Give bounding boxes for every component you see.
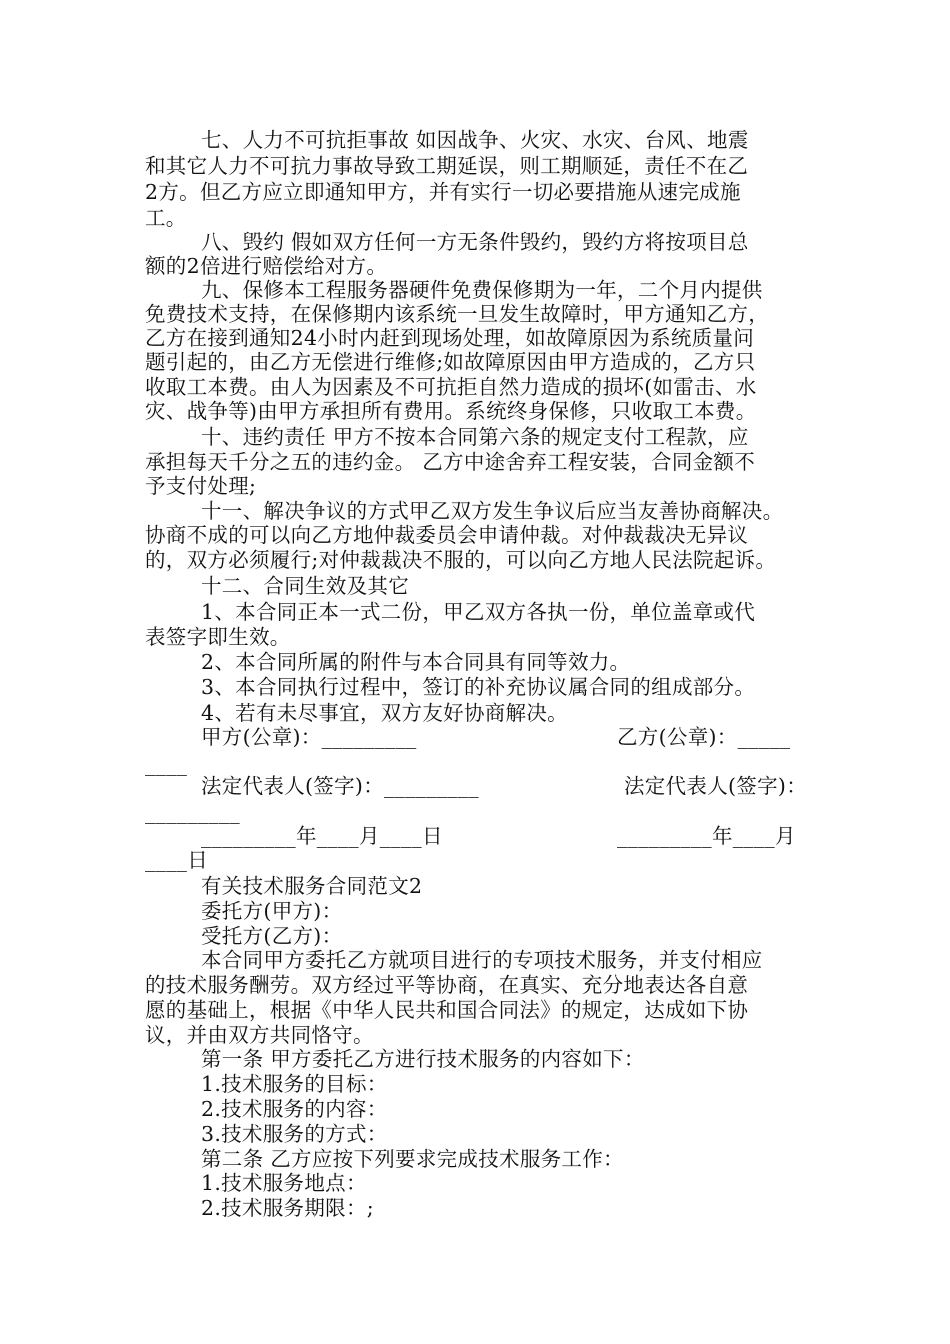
party-b-date-line: _________年____月	[617, 824, 796, 848]
article-1-item-1: 1.技术服务的目标：	[201, 1072, 388, 1096]
clause-7-line-2: 和其它人力不可抗力事故导致工期延误，则工期顺延，责任不在乙	[145, 154, 749, 178]
clause-10-line-3: 予支付处理;	[145, 474, 257, 498]
clause-9-line-1: 九、保修本工程服务器硬件免费保修期为一年，二个月内提供	[201, 278, 763, 302]
intro-line-2: 的技术服务酬劳。双方经过平等协商，在真实、充分地表达各自意	[145, 973, 749, 997]
clause-12-item-1-line-1: 1、本合同正本一式二份，甲乙双方各执一份，单位盖章或代	[201, 600, 756, 624]
party-a-date-line: _________年____月____日	[201, 824, 443, 848]
clause-12-item-2: 2、本合同所属的附件与本合同具有同等效力。	[201, 650, 631, 674]
clause-9-line-4: 题引起的，由乙方无偿进行维修;如故障原因由甲方造成的，乙方只	[145, 350, 756, 374]
clause-9-line-3: 乙方在接到通知24小时内赶到现场处理，如故障原因为系统质量问	[145, 326, 755, 350]
party-b-date-line-cont: ____日	[145, 848, 208, 872]
clause-12-item-1-line-2: 表签字即生效。	[145, 625, 291, 649]
clause-11-line-1: 十一、解决争议的方式甲乙双方发生争议后应当友善协商解决。	[201, 499, 784, 523]
clause-10-line-1: 十、违约责任 甲方不按本合同第六条的规定支付工程款，应	[201, 425, 749, 449]
clause-11-line-3: 的，双方必须履行;对仲裁裁决不服的，可以向乙方地人民法院起诉。	[145, 548, 777, 572]
clause-9-line-2: 免费技术支持，在保修期内该系统一旦发生故障时，甲方通知乙方，	[145, 302, 769, 326]
clause-8-line-1: 八、毁约 假如双方任何一方无条件毁约，毁约方将按项目总	[201, 230, 749, 254]
clause-10-line-2: 承担每天千分之五的违约金。 乙方中途舍弃工程安装，合同金额不	[145, 450, 756, 474]
clause-12-item-3: 3、本合同执行过程中，签订的补充协议属合同的组成部分。	[201, 675, 756, 699]
clause-9-line-6: 灾、战争等)由甲方承担所有费用。系统终身保修，只收取工本费。	[145, 399, 757, 423]
clause-11-line-2: 协商不成的可以向乙方地仲裁委员会申请仲裁。对仲裁裁决无异议	[145, 523, 749, 547]
party-b-seal-line: 乙方(公章)：_____	[617, 725, 791, 749]
client-party-line: 委托方(甲方)：	[201, 899, 343, 923]
party-b-representative-line: 法定代表人(签字)：	[624, 774, 807, 798]
contractor-party-line: 受托方(乙方)：	[201, 924, 343, 948]
party-a-seal-line: 甲方(公章)：_________	[201, 725, 417, 749]
clause-8-line-2: 额的2倍进行赔偿给对方。	[145, 254, 388, 278]
article-2-heading: 第二条 乙方应按下列要求完成技术服务工作：	[201, 1147, 624, 1171]
clause-7-line-3: 2方。但乙方应立即通知甲方，并有实行一切必要措施从速完成施	[145, 180, 741, 204]
sample-2-title: 有关技术服务合同范文2	[201, 874, 423, 898]
clause-12-item-4: 4、若有未尽事宜，双方友好协商解决。	[201, 701, 568, 725]
article-1-heading: 第一条 甲方委托乙方进行技术服务的内容如下：	[201, 1047, 645, 1071]
clause-7-line-1: 七、人力不可抗拒事故 如因战争、火灾、水灾、台风、地震	[201, 128, 749, 152]
party-b-representative-line-cont: _________	[145, 800, 240, 824]
clause-7-line-4: 工。	[145, 206, 187, 230]
clause-12-heading: 十二、合同生效及其它	[201, 574, 409, 598]
intro-line-4: 议，并由双方共同恪守。	[145, 1023, 374, 1047]
party-a-representative-line: 法定代表人(签字)：_________	[201, 774, 479, 798]
intro-line-1: 本合同甲方委托乙方就项目进行的专项技术服务，并支付相应	[201, 948, 763, 972]
party-b-seal-line-cont: ____	[145, 752, 188, 776]
article-2-item-2: 2.技术服务期限：;	[201, 1196, 374, 1220]
intro-line-3: 愿的基础上，根据《中华人民共和国合同法》的规定，达成如下协	[145, 998, 749, 1022]
article-2-item-1: 1.技术服务地点：	[201, 1171, 367, 1195]
article-1-item-3: 3.技术服务的方式：	[201, 1122, 388, 1146]
article-1-item-2: 2.技术服务的内容：	[201, 1097, 388, 1121]
clause-9-line-5: 收取工本费。由人为因素及不可抗拒自然力造成的损坏(如雷击、水	[145, 375, 757, 399]
